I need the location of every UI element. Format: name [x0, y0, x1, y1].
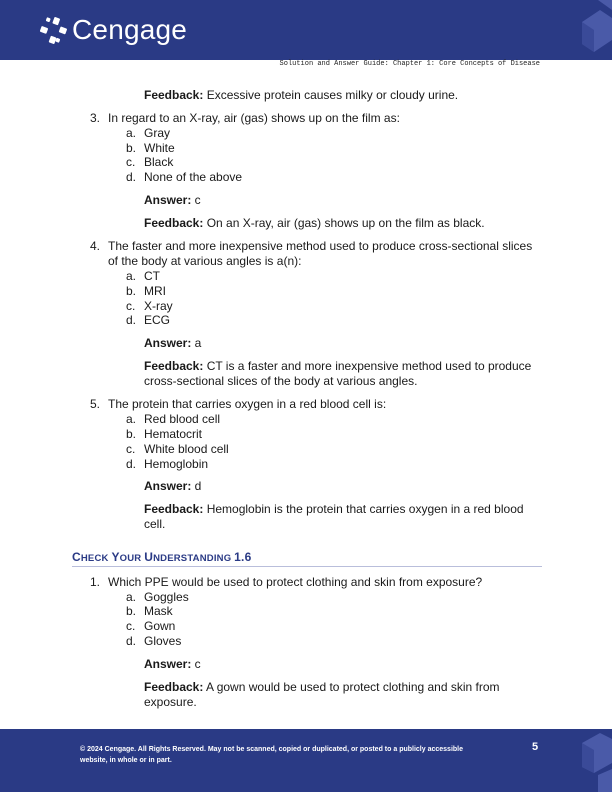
section-divider: [72, 566, 542, 567]
page-number: 5: [532, 741, 539, 753]
option-d: d. Hemoglobin: [126, 457, 209, 471]
feedback-label: Feedback:: [144, 88, 204, 102]
question-text: In regard to an X-ray, air (gas) shows up on the film as:: [108, 111, 400, 125]
cengage-logo-icon: [38, 15, 68, 45]
question-text: The protein that carries oxygen in a red blood cell is:: [108, 397, 387, 411]
option-b: b. MRI: [126, 284, 166, 298]
feedback: Feedback: Hemoglobin is the protein that carries oxygen in a red blood cell.: [144, 502, 524, 531]
option-d: d. None of the above: [126, 170, 243, 184]
cengage-logo: [38, 14, 187, 46]
option-d: d. ECG: [126, 313, 171, 327]
question-number: 5.: [90, 397, 101, 411]
feedback: Feedback: CT is a faster and more inexpensive method used to produce cross-sectional slices of the body at various angles.: [144, 359, 532, 388]
feedback: Feedback: On an X-ray, air (gas) shows up on the film as black.: [144, 216, 485, 230]
option-c: c. X-ray: [126, 299, 173, 313]
question-number: 1.: [90, 575, 101, 589]
option-b: b. White: [126, 141, 175, 155]
option-a: a. Gray: [126, 126, 171, 140]
option-a: a. CT: [126, 269, 160, 283]
answer: Answer: c: [144, 193, 201, 207]
question-5: [90, 397, 540, 412]
logo-wordmark: Cengage: [72, 14, 188, 45]
page-footer: [0, 729, 612, 792]
answer: Answer: a: [144, 336, 202, 350]
answer: Answer: d: [144, 479, 202, 493]
section-heading: CHECK YOUR UNDERSTANDING 1.6: [72, 550, 252, 564]
question-1: [90, 575, 540, 590]
option-b: b. Mask: [126, 604, 173, 618]
question-text-line1: The faster and more inexpensive method used to produce cross-sectional slices: [108, 239, 533, 253]
feedback-text: Excessive protein causes milky or cloudy urine.: [203, 88, 459, 102]
feedback: Feedback: A gown would be used to protect clothing and skin from exposure.: [144, 680, 500, 709]
option-b: b. Hematocrit: [126, 427, 203, 441]
running-head: Solution and Answer Guide: Chapter 1: Core Concepts of Disease: [279, 60, 540, 68]
option-c: c. Gown: [126, 619, 176, 633]
decorative-cube-icon: [572, 0, 612, 60]
question-number: 4.: [90, 239, 101, 253]
option-a: a. Goggles: [126, 590, 189, 604]
question-4: [90, 239, 540, 269]
question-text-line2: of the body at various angles is a(n):: [108, 254, 302, 268]
question-3: [90, 111, 540, 126]
answer: Answer: c: [144, 657, 201, 671]
page-header: [0, 0, 612, 60]
option-c: c. White blood cell: [126, 442, 229, 456]
decorative-cube-icon: [574, 729, 612, 792]
option-a: a. Red blood cell: [126, 412, 221, 426]
question-text: Which PPE would be used to protect clothing and skin from exposure?: [108, 575, 483, 589]
option-d: d. Gloves: [126, 634, 182, 648]
copyright-notice: © 2024 Cengage. All Rights Reserved. May not be scanned, copied or duplicated, or posted to a publicly accessible website, in whole or in part.: [80, 746, 464, 764]
feedback-prev: [144, 88, 539, 103]
question-number: 3.: [90, 111, 101, 125]
option-c: c. Black: [126, 155, 174, 169]
